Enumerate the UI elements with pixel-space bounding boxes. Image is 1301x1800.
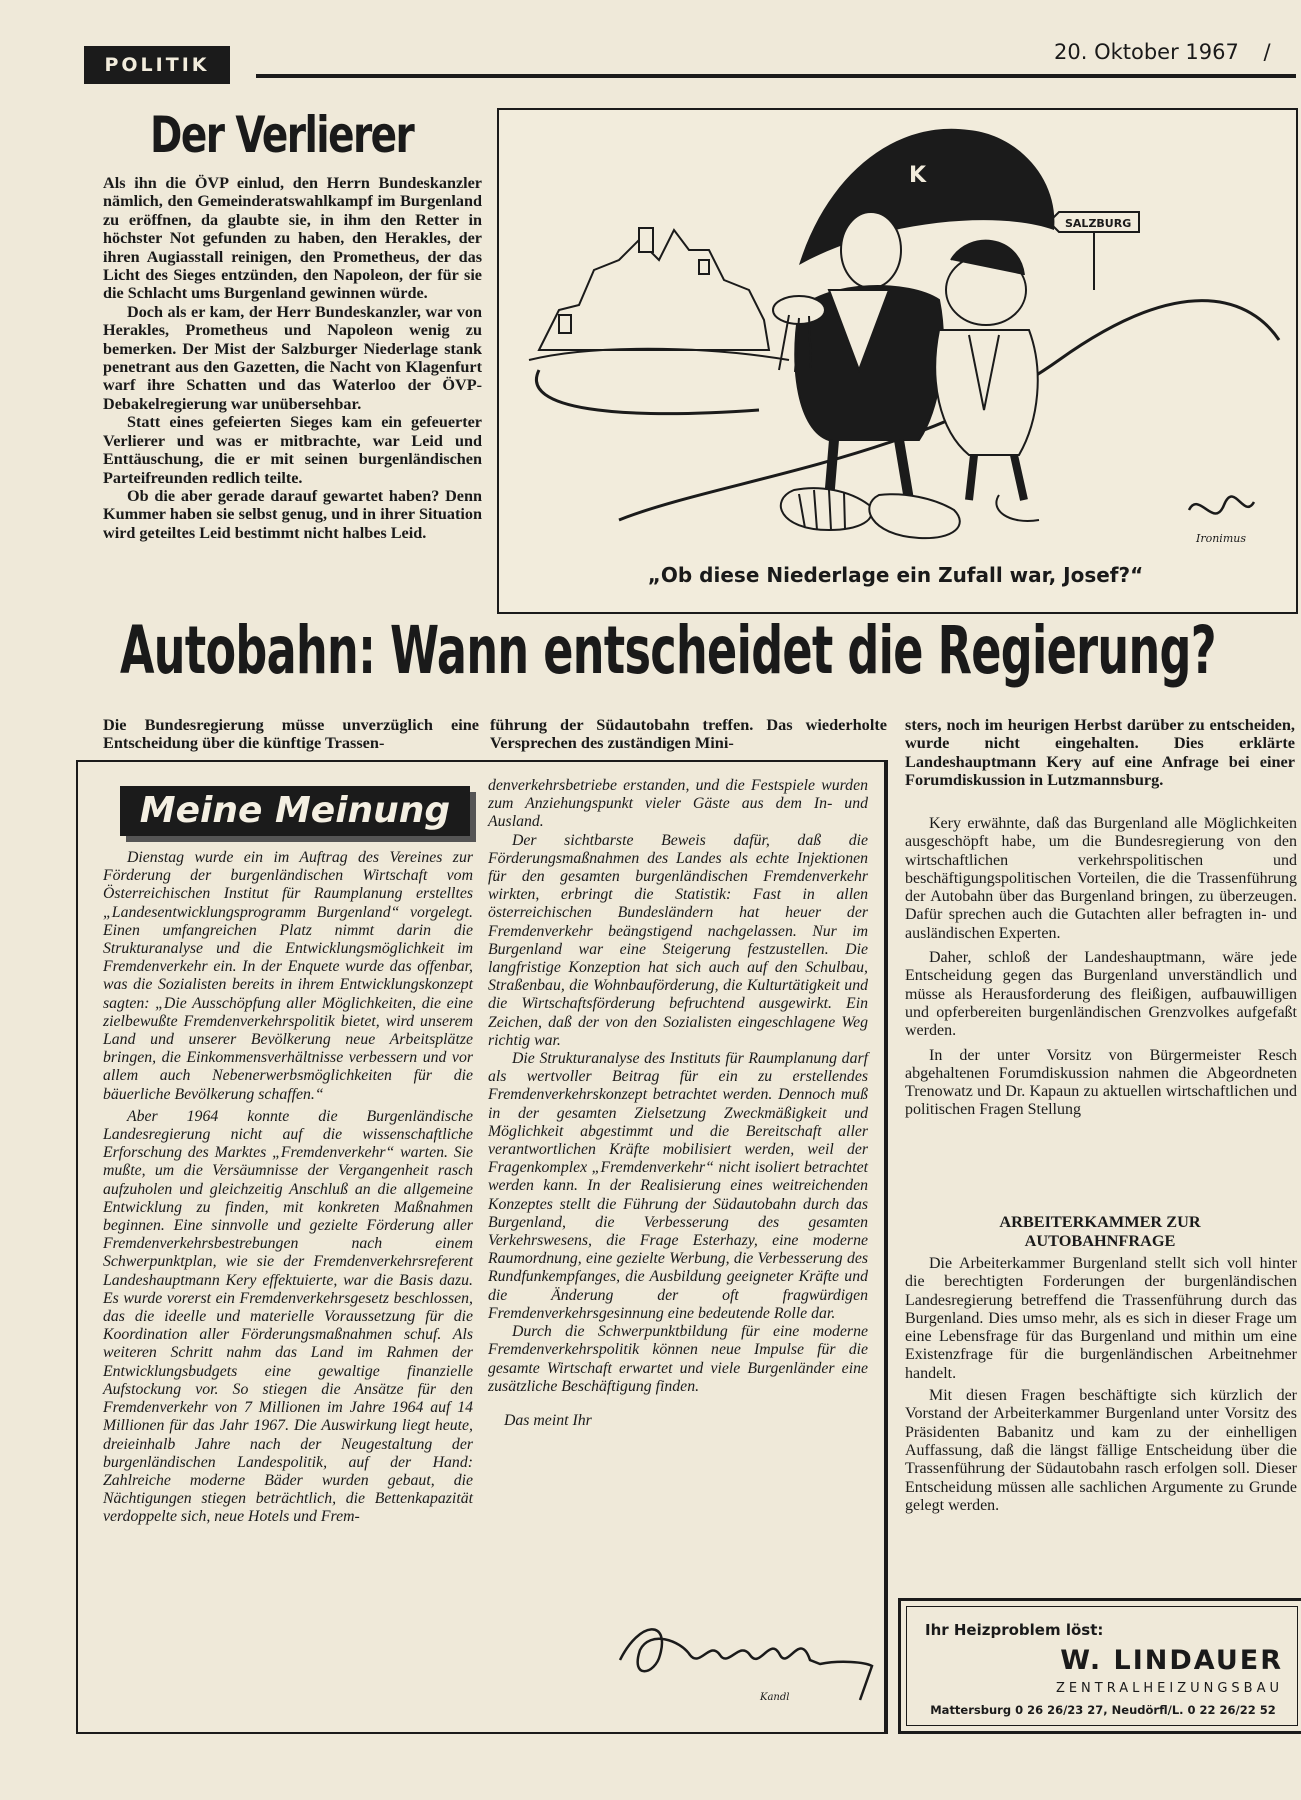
- arbeiterkammer-paragraph: Die Arbeiterkammer Burgenland stellt sich voll hinter die berechtigten Forderungen der burgenländischen Landesregierung betreffend die Trassenführung durch das Burgenland. Dies umso mehr, als es sich in dieser Frage um eine Lebensfrage für das Burgenland und mithin um eine Existenzfrage für die burgenländischen Arbeitnehmer handelt.: [905, 1255, 1297, 1382]
- meinung-banner: Meine Meinung: [120, 786, 470, 836]
- josef-figure: [935, 241, 1039, 521]
- arbeiterkammer-paragraph: Mit diesen Fragen beschäftigte sich kürzlich der Vorstand der Arbeiterkammer Burgenland unter Vorsitz des Präsidenten Babanitz und kam zu der einhelligen Auffassung, daß die längst fällige Entscheidung über die Trassenführung der Südautobahn rasch erfolgen soll. Dieser Entscheidung müssen alle sachlichen Argumente zu Grunde gelegt werden.: [905, 1387, 1297, 1514]
- meinung-col1: [103, 849, 473, 1527]
- verlierer-paragraph: Doch als er kam, der Herr Bundeskanzler, war von Herakles, Prometheus und Napoleon wenig zu bemerken. Der Mist der Salzburger Niederlage stank penetrant aus den Gazetten, die Nacht von Klagenfurt warf ihre Schatten und das Waterloo der ÖVP-Debakelregierung war unübersehbar.: [103, 302, 482, 413]
- lead-col3: sters, noch im heurigen Herbst darüber zu entscheiden, wurde nicht eingehalten. Dies erklärte Landeshauptmann Kery auf eine Anfrage bei einer Forumdiskussion in Lutzmannsburg.: [905, 715, 1295, 790]
- ad-phone: Mattersburg 0 26 26/23 27, Neudörfl/L. 0 22 26/22 52: [930, 1703, 1276, 1717]
- ad-label: Ihr Heizproblem löst:: [925, 1621, 1104, 1639]
- meinung-paragraph: denverkehrsbetriebe erstanden, und die Festspiele wurden zum Anziehungspunkt vieler Gäste aus dem In- und Ausland.: [488, 777, 868, 831]
- header-rule: [256, 74, 1296, 78]
- signature-graphic: [610, 1600, 880, 1710]
- artist-signature: Ironimus: [1196, 532, 1246, 545]
- hat-letter: K: [909, 163, 927, 188]
- meinung-paragraph: Dienstag wurde ein im Auftrag des Vereines zur Förderung der burgenländischen Wirtschaft vom Österreichischen Institut für Raumplanung erstelltes „Landesentwicklungsprogramm Burgenland“ vorgelegt. Einen umfangreichen Platz nimmt darin die Strukturanalyse und die Entwicklungsmöglichkeit im Fremdenverkehr ein. In der Enquete wurde das offenbar, was die Sozialisten bereits in ihrem Entwicklungskonzept sagten: „Die Ausschöpfung aller Möglichkeiten, die eine zielbewußte Fremdenverkehrspolitik bietet, wird unserem Land und unserer Bevölkerung neue Arbeitsplätze bringen, die Einkommensverhältnisse verbessern und vor allem auch Nebenerwerbsmöglichkeiten für die bäuerliche Bevölkerung schaffen.“: [103, 849, 473, 1103]
- cartoon-frame: [497, 108, 1298, 614]
- signature-name: Kandl: [760, 1692, 790, 1703]
- autobahn-paragraph: Kery erwähnte, daß das Burgenland alle Möglichkeiten ausgeschöpft habe, um die Bundesregierung von den wirtschaftlichen verkehrspolitischen und beschäftigungspolitischen Vorteilen, die die Trassenführung der Autobahn über das Burgenland bringen, zu überzeugen. Dafür sprechen auch die Gutachten aller befragten in- und ausländischen Experten.: [905, 815, 1297, 942]
- autobahn-headline: Autobahn: Wann entscheidet die Regierung?: [120, 612, 1216, 689]
- meinung-closing: Das meint Ihr: [504, 1411, 592, 1429]
- autobahn-paragraph: In der unter Vorsitz von Bürgermeister Resch abgehaltenen Forumdiskussion nahmen die Abgeordneten Trenowatz und Dr. Kapaun zu aktuellen wirtschaftlichen und politischen Fragen Stellung: [905, 1046, 1297, 1119]
- arbeiterkammer-subhead: ARBEITERKAMMER ZUR AUTOBAHNFRAGE: [999, 1212, 1201, 1250]
- date-text: 20. Oktober 1967: [1054, 40, 1239, 64]
- page-mark: /: [1263, 40, 1271, 64]
- verlierer-paragraph: Statt eines gefeierten Sieges kam ein gefeuerter Verlierer und was er mitbrachte, war Leid und Enttäuschung, die er mit seinen burgenländischen Parteifreunden redlich teilte.: [103, 413, 482, 487]
- ad-name: W. LINDAUER: [1060, 1645, 1283, 1676]
- section-tag: POLITIK: [84, 46, 230, 84]
- road-curve: [536, 370, 759, 414]
- meinung-paragraph: Der sichtbarste Beweis dafür, daß die Förderungsmaßnahmen des Landes als echte Injektionen für den gesamten burgenländischen Fremdenverkehr wirkten, erbringt die Statistik: Fast in allen österreichischen Bundesländern hat heuer der Fremdenverkehr beängstigend nachgelassen. Nur im Burgenland war eine Steigerung festzustellen. Die langfristige Konzeption hat sich auch auf den Schulbau, Straßenbau, die Wohnbauförderung, die Kulturtätigkeit und die Wirtschaftsförderung befruchtend ausgewirkt. Ein Zeichen, daß der von den Sozialisten eingeschlagene Weg richtig war.: [488, 831, 868, 1049]
- verlierer-paragraph: Ob die aber gerade darauf gewartet haben? Denn Kummer haben sie selbst genug, und in ihrer Situation wird geteiltes Leid bestimmt nicht halbes Leid.: [103, 486, 482, 542]
- meinung-paragraph: Durch die Schwerpunktbildung für eine moderne Fremdenverkehrspolitik können neue Impulse für die gesamte Wirtschaft erwartet und viele Burgenländer eine zusätzliche Beschäftigung finden.: [488, 1323, 868, 1395]
- autobahn-paragraph: Daher, schloß der Landeshauptmann, wäre jede Entscheidung gegen das Burgenland unverständlich und müsse als Herausforderung des fleißigen, aufbauwilligen und opferbereiten burgenländischen Grenzvolkes aufgefaßt werden.: [905, 949, 1297, 1040]
- verlierer-title: Der Verlierer: [150, 106, 414, 164]
- lead-col1: Die Bundesregierung müsse unverzüglich eine Entscheidung über die künftige Trassen-: [103, 715, 479, 753]
- castle-skyline: [529, 228, 789, 360]
- cartoon-caption: „Ob diese Niederlage ein Zufall war, Josef?“: [647, 563, 1144, 587]
- ad-lindauer: [898, 1598, 1301, 1734]
- cartoon-illustration: [499, 110, 1296, 612]
- issue-date: [1054, 40, 1294, 64]
- meinung-paragraph: Die Strukturanalyse des Instituts für Raumplanung darf als wertvoller Beitrag für ein zu erstellendes Fremdenverkehrskonzept betrachtet werden. Dennoch muß in der gesamten Zielsetzung Zweckmäßigkeit und Möglichkeit abgestimmt und die Bereitschaft aller verantwortlichen Kräfte mobilisiert werden, weil der Fragenkomplex „Fremdenverkehr“ nicht isoliert betrachtet werden kann. In der Realisierung eines weitreichenden Konzeptes stellt die Führung der Südautobahn durch das Burgenland, die Verbesserung des gesamten Verkehrswesens, die Frage Esterhazy, eine moderne Raumordnung, eine gezielte Werbung, die Verbesserung des Rundfunkempfanges, die Ausbildung geeigneter Kräfte und die Änderung der oft fragwürdigen Fremdenverkehrsgesinnung eine bedeutende Rolle dar.: [488, 1050, 868, 1322]
- artist-signature-mark: [1189, 497, 1254, 514]
- column-divider: [884, 760, 886, 1732]
- signpost-label: SALZBURG: [1065, 217, 1132, 230]
- verlierer-article: [103, 174, 482, 542]
- meinung-paragraph: Aber 1964 konnte die Burgenländische Landesregierung nicht auf die wissenschaftliche Erforschung des Marktes „Fremdenverkehr“ warten. Sie mußte, um die Versäumnisse der Vergangenheit rasch aufzuholen und gleichzeitig Anschluß an die allgemeine Entwicklung zu finden, mit konkreten Maßnahmen beginnen. Eine sinnvolle und gezielte Förderung aller Fremdenverkehrsbestrebungen nach einem Schwerpunktplan, wie sie der Fremdenverkehrsreferent Landeshauptmann Kery effektuierte, war die Basis dazu. Es wurde vorerst ein Fremdenverkehrsgesetz beschlossen, das die ideelle und materielle Voraussetzung für die Koordination aller Förderungsmaßnahmen schuf. Als weiteren Schritt nahm das Land im Rahmen der Entwicklungsbudgets eine gewaltige finanzielle Aufstockung vor. So stiegen die Ansätze für den Fremdenverkehr von 7 Millionen im Jahre 1964 auf 14 Millionen für das Jahr 1967. Die Auswirkung liegt heute, dreieinhalb Jahre nach der Neugestaltung der burgenländischen Landespolitik, auf der Hand: Zahlreiche moderne Bäder wurden gebaut, die Nächtigungen stiegen beträchtlich, die Bettenkapazität verdoppelte sich, neue Hotels und Frem-: [103, 1107, 473, 1526]
- verlierer-paragraph: Als ihn die ÖVP einlud, den Herrn Bundeskanzler nämlich, den Gemeinderatswahlkampf im Burgenland zu eröffnen, da glaubte sie, in ihm den Retter in höchster Not gefunden zu haben, den Herakles, der ihren Augiasstall reinigen, den Prometheus, der das Licht des Sieges entzünden, den Napoleon, der für sie die Schlacht ums Burgenland gewinnen würde.: [103, 174, 482, 303]
- autobahn-col3: [905, 815, 1297, 1120]
- meinung-col2: [488, 777, 868, 1430]
- arbeiterkammer-article: [905, 1255, 1297, 1515]
- ad-sub: ZENTRALHEIZUNGSBAU: [1055, 1681, 1283, 1696]
- bicorne-hat: [799, 129, 1054, 265]
- lead-col2: führung der Südautobahn treffen. Das wiederholte Versprechen des zuständigen Mini-: [490, 715, 887, 753]
